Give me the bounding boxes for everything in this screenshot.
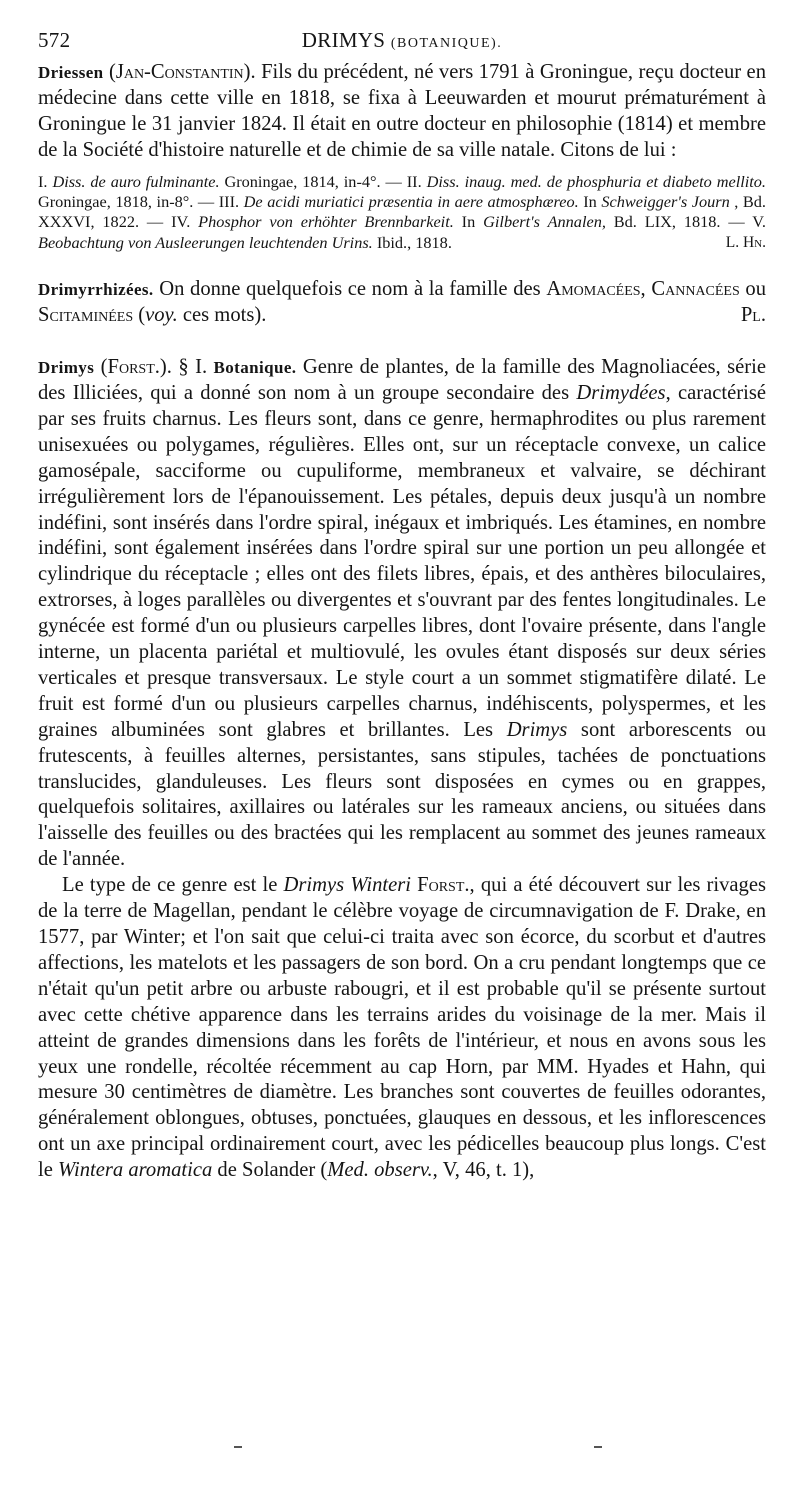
headword-driessen: Driessen <box>38 63 104 82</box>
spacer <box>38 164 766 172</box>
drimyrrhizees-text-end: ces mots). <box>177 304 267 327</box>
bib-ii-title: Diss. inaug. med. de phosphuria et diabeto mellito. <box>426 171 766 191</box>
bib-iii-journal: Schweigger's Journ <box>601 192 730 212</box>
separator: , <box>640 278 652 301</box>
family-cannacees: Cannacées <box>651 278 740 301</box>
bib-v-pub: Ibid., 1818. <box>372 232 452 252</box>
running-title-main: DRIMYS <box>301 28 386 52</box>
drimys-author: (Forst.). <box>94 356 179 379</box>
entry-drimys-paragraph-1 <box>38 355 766 873</box>
bib-iii-pub: In <box>578 192 602 212</box>
bib-iv-pub: In <box>453 212 484 232</box>
page-bottom-marks <box>38 1446 766 1456</box>
bib-i-pub: Groningae, 1814, in-4°. — <box>219 171 407 191</box>
bib-iii-pub2: , Bd. XXXVI, 1822. — <box>38 192 766 232</box>
running-title <box>38 28 766 53</box>
bib-iv-pub2: Bd. LIX, 1818. — <box>605 212 753 232</box>
cross-reference: voy. <box>145 304 178 327</box>
section-title: Botanique. <box>213 358 297 378</box>
section-mark: § I. <box>178 356 214 379</box>
drimydees-term: Drimydées <box>576 381 666 404</box>
headword-drimys: Drimys <box>38 358 95 378</box>
reference-title: Med. observ. <box>327 1159 433 1182</box>
bib-i-num: I. <box>38 171 53 191</box>
entry-drimyrrhizees <box>38 277 766 329</box>
bib-ii-pub: Groningae, 1818, in-8°. — <box>38 192 219 212</box>
driessen-text: Fils du précédent, né vers 1791 à Groningue, reçu docteur en médecine dans cette ville en 1818, se fixa à Leeuwarden et mourut prématurément à Groningue le 31 janvier 1824. Il était en outre docteur en philosophie (1814) et membre de la Société d'histoire naturelle et de chimie de sa ville natale. Citons de lui : <box>38 61 766 161</box>
spacer <box>38 253 766 277</box>
drimys-p2-text-c: de Solander ( <box>212 1159 328 1182</box>
bib-iv-title: Phosphor von erhöhter Brennbarkeit. <box>198 212 454 232</box>
bib-iv-num: IV. <box>171 212 199 232</box>
print-mark <box>234 1446 242 1448</box>
author-signature: L. Hn. <box>725 233 766 251</box>
family-scitaminees: Scitaminées <box>38 304 134 327</box>
drimys-text-c: sont arborescents ou frutescents, à feuilles alternes, persistantes, sans stipules, tachées de ponctuations translucides, glanduleuses. Les fleurs sont disposées en cymes ou en grappes, quelquefois solitaires, axillaires ou latérales sur les rameaux anciens, ou situées dans l'aisselle des feuilles ou des bractées qui les remplacent au sommet des jeunes rameaux de l'année. <box>38 718 766 871</box>
entry-drimys-paragraph-2 <box>38 873 766 1184</box>
drimys-text-a: Genre de plantes, de la famille des Magnoliacées, série des Illiciées, qui a donné son nom à un groupe secondaire des <box>38 356 766 404</box>
page-header <box>38 26 766 60</box>
bib-v-title: Beobachtung von Ausleerungen leuchtenden Urins. <box>38 232 373 252</box>
spacer <box>38 329 766 355</box>
print-mark <box>594 1446 602 1448</box>
separator: ou <box>739 278 767 301</box>
synonym-name: Wintera aromatica <box>58 1159 213 1182</box>
drimys-p2-text-d: , V, 46, t. 1), <box>432 1159 535 1182</box>
species-author: Forst. <box>410 874 470 897</box>
headword-drimyrrhizees: Drimyrrhizées. <box>38 280 154 300</box>
page-number: 572 <box>38 28 71 52</box>
drimys-p2-text-b: , qui a été découvert sur les rivages de la terre de Magellan, pendant le célèbre voyage de circumnavigation de F. Drake, en 1577, par Winter; et l'on sait que celui-ci traita avec son écorce, du scorbut et d'autres affections, les matelots et les passagers de son bord. On a cru pendant longtemps que ce n'était qu'un petit arbre ou arbuste rabougri, et il est probable qu'il se présente surtout avec cette chétive apparence dans les terrains arides du voisinage de la mer. Mais il atteint de grandes dimensions dans les forêts de l'intérieur, et nous en avons sous les yeux une rondelle, récoltée récemment au cap Horn, par MM. Hyades et Hahn, qui mesure 30 centimètres de diamètre. Les branches sont couvertes de feuilles odorantes, généralement oblongues, obtuses, ponctuées, glauques en dessous, et les inflorescences ont un axe principal ordinairement court, avec les pédicelles beaucoup plus longs. C'est le <box>38 874 766 1182</box>
running-title-sub: (BOTANIQUE). <box>390 36 503 51</box>
bib-ii-num: II. <box>406 171 427 191</box>
bib-iii-title: De acidi muriatici præsentia in aere atmosphæreo. <box>243 192 579 212</box>
separator: ( <box>133 304 146 327</box>
bib-v-num: V. <box>752 212 766 232</box>
drimyrrhizees-text: On donne quelquefois ce nom à la famille des <box>153 278 547 301</box>
bib-iii-num: III. <box>218 192 244 212</box>
family-amomacees: Amomacées <box>546 278 641 301</box>
drimys-text-b: , caractérisé par ses fruits charnus. Les fleurs sont, dans ce genre, hermaphrodites ou plus rarement unisexuées ou polygames, régulières. Elles ont, sur un réceptacle convexe, un calice gamosépale, sacciforme ou cupuliforme, membraneux et valvaire, se déchirant irrégulièrement lors de l'épanouissement. Les pétales, depuis deux jusqu'à un nombre indéfini, sont insérés dans l'ordre spiral, inégaux et imbriqués. Les étamines, en nombre indéfini, sont également insérées dans l'ordre spiral sur une portion un peu allongée et cylindrique du réceptacle ; elles ont des filets libres, épais, et des anthères biloculaires, extrorses, à loges parallèles ou divergentes et s'ouvrant par des fentes longitudinales. Le gynécée est formé d'un ou plusieurs carpelles libres, dont l'ovaire présente, dans l'angle interne, un placenta pariétal et multiovulé, les ovules étant disposés sur deux séries verticales et presque transversaux. Le style court a un sommet stigmatifère dilaté. Le fruit est formé d'un ou plusieurs carpelles charnus, indéhiscents, polyspermes, et les graines albuminées sont glabres et brillantes. Les <box>38 381 766 741</box>
species-name: Drimys Winteri <box>283 874 411 897</box>
document-page <box>38 26 766 1184</box>
bib-i-title: Diss. de auro fulminante. <box>52 171 220 191</box>
drimys-term: Drimys <box>506 718 568 741</box>
entry-driessen <box>38 60 766 164</box>
driessen-given-name: (Jan-Constantin). <box>108 61 256 83</box>
author-signature: Pl. <box>740 304 766 327</box>
bibliography-driessen <box>38 172 766 254</box>
drimys-p2-text-a: Le type de ce genre est le <box>62 874 284 897</box>
bib-iv-journal: Gilbert's Annalen, <box>483 212 606 232</box>
